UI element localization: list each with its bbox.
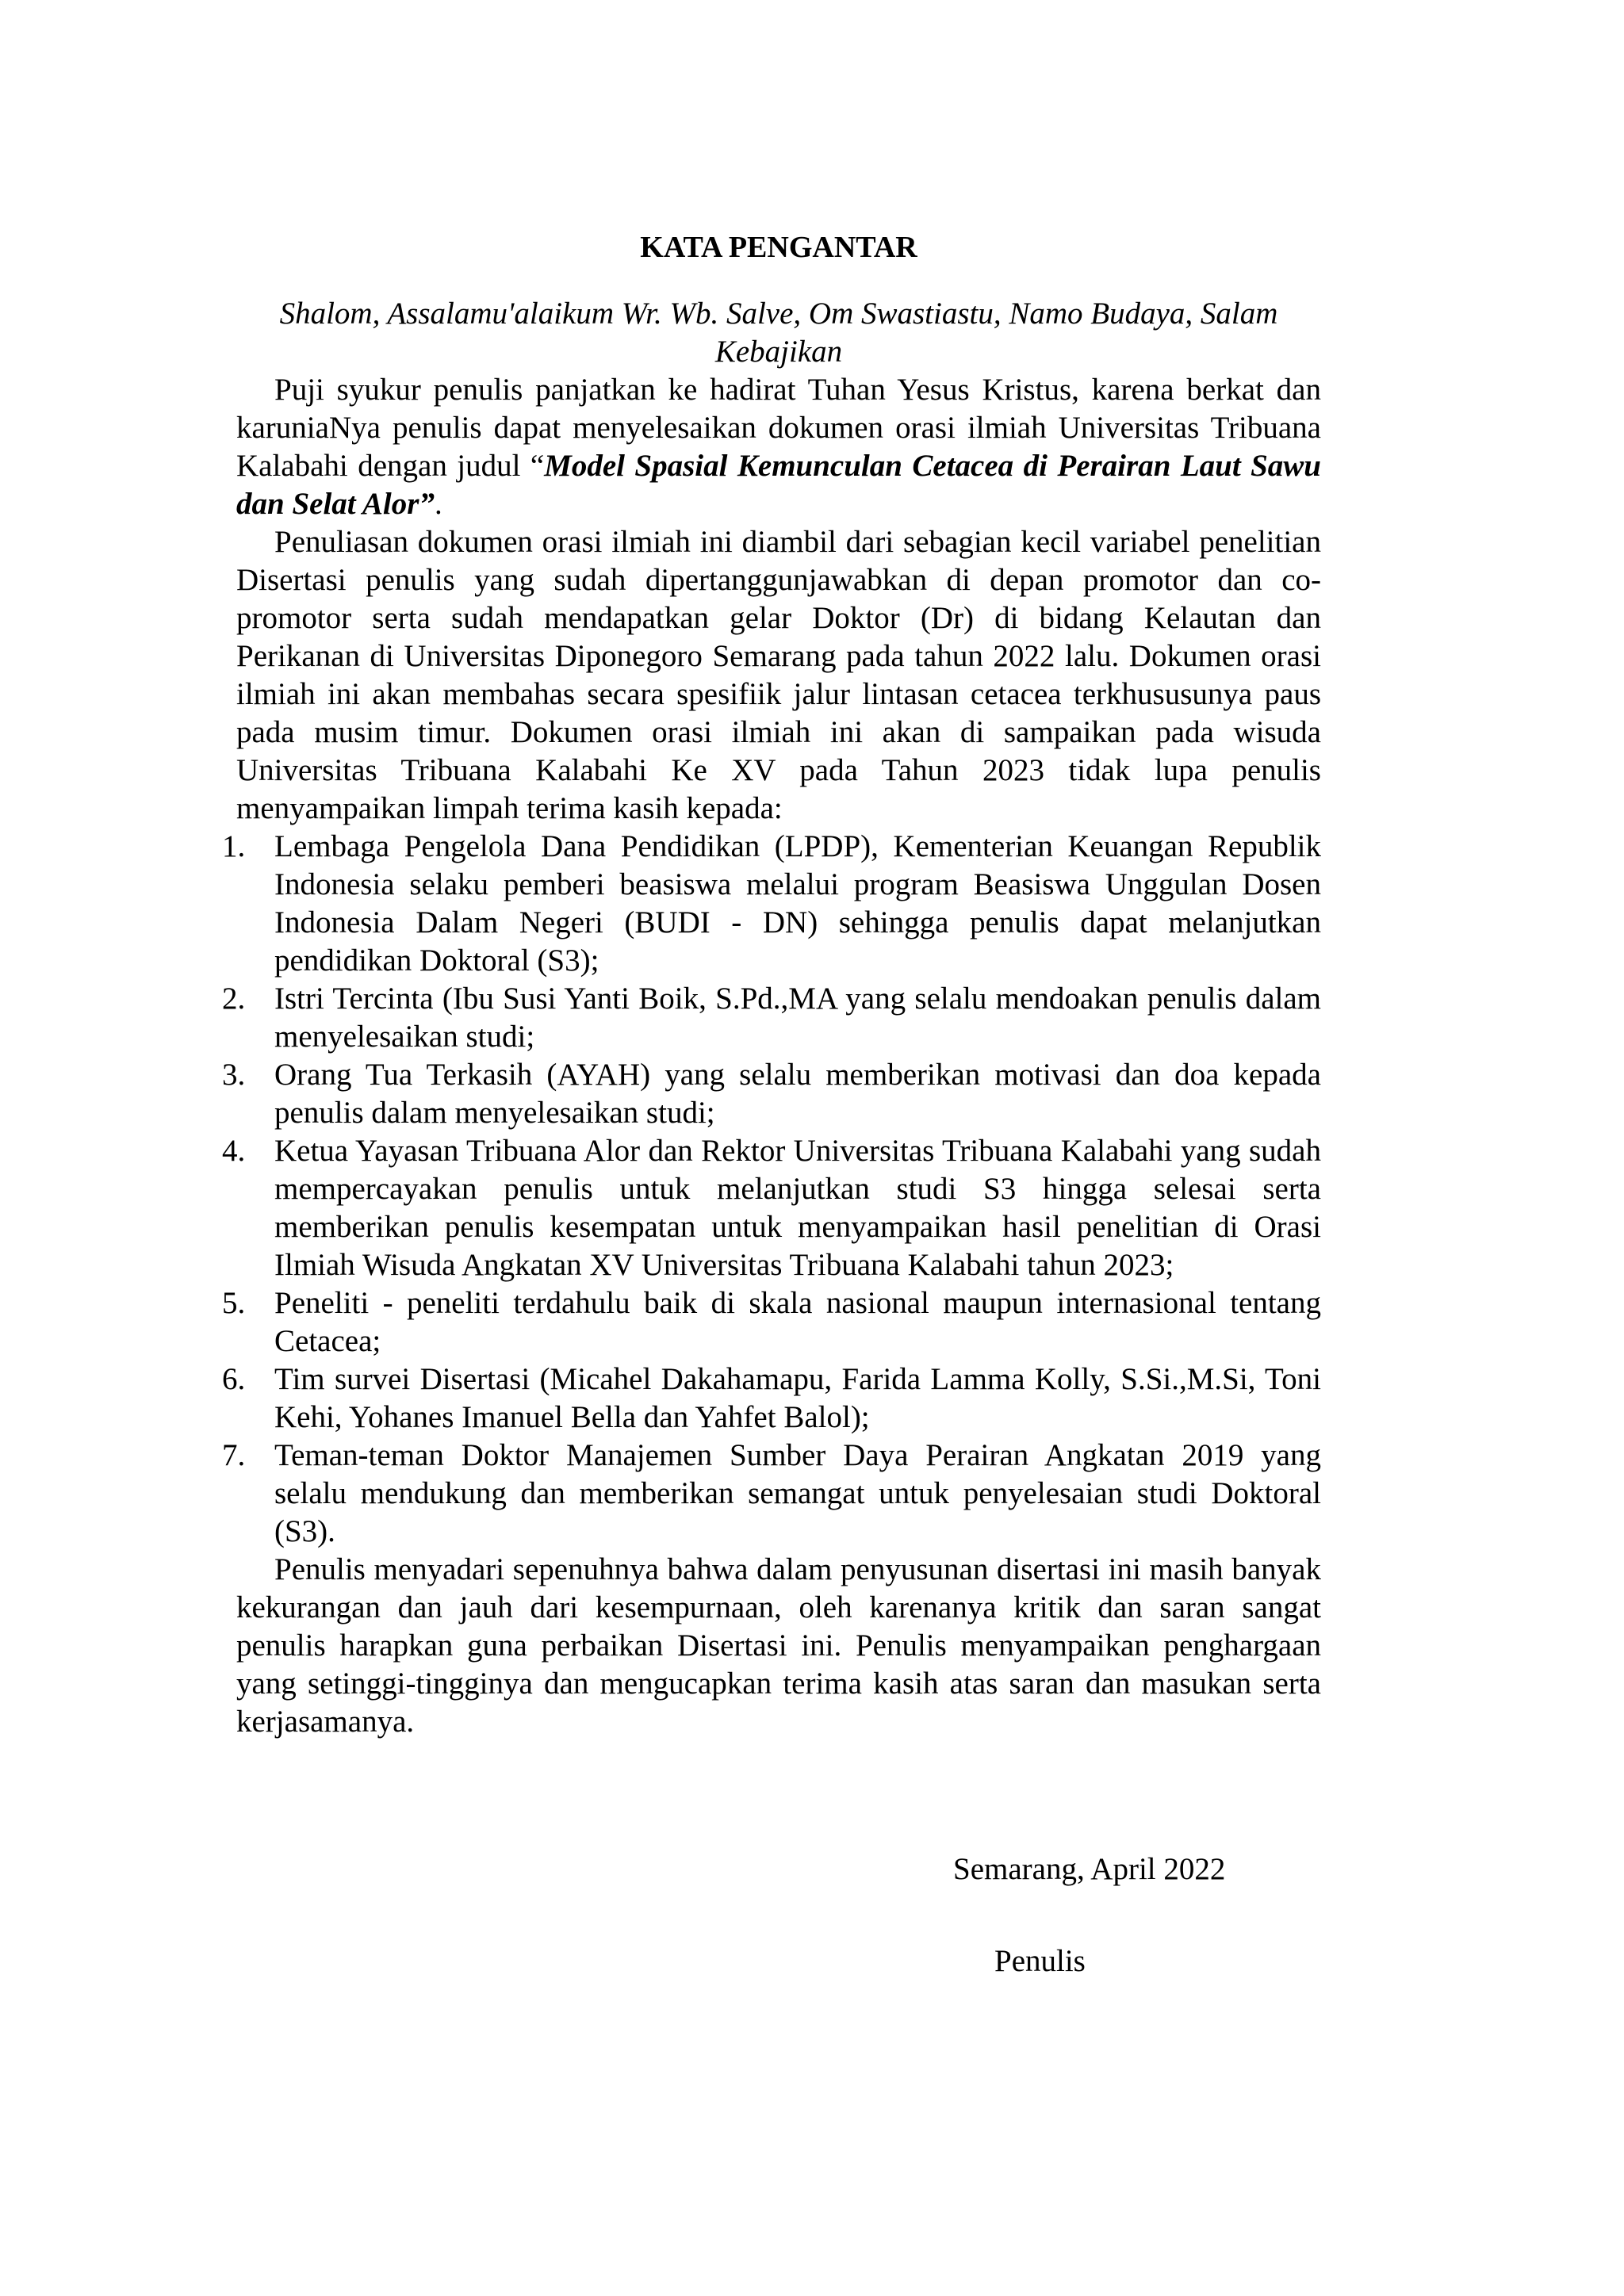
list-item-text: Istri Tercinta (Ibu Susi Yanti Boik, S.Pd.,MA yang selalu mendoakan penulis dalam menyelesaikan studi; — [274, 982, 1321, 1054]
list-item-number: 7. — [222, 1438, 246, 1472]
list-item-number: 1. — [222, 829, 246, 863]
oration-title: Model Spasial Kemunculan Cetacea di Perairan Laut Sawu dan Selat Alor” — [236, 449, 1321, 521]
list-item-text: Peneliti - peneliti terdahulu baik di skala nasional maupun internasional tentang Cetacea; — [274, 1286, 1321, 1358]
paragraph-intro-end: . — [434, 487, 442, 521]
signature-place-date: Semarang, April 2022 — [953, 1852, 1226, 1886]
list-item — [222, 1360, 1321, 1437]
list-item-text: Ketua Yayasan Tribuana Alor dan Rektor Universitas Tribuana Kalabahi yang sudah mempercayakan penulis untuk melanjutkan studi S3 hingga selesai serta memberikan penulis kesempatan untuk menyampaikan hasil penelitian di Orasi Ilmiah Wisuda Angkatan XV Universitas Tribuana Kalabahi tahun 2023; — [274, 1134, 1321, 1282]
list-item — [222, 828, 1321, 980]
list-item — [222, 980, 1321, 1056]
paragraph-intro — [236, 371, 1321, 523]
acknowledgement-list — [222, 828, 1321, 1551]
list-item-number: 2. — [222, 982, 246, 1016]
paragraph-description: Penuliasan dokumen orasi ilmiah ini diambil dari sebagian kecil variabel penelitian Disertasi penulis yang sudah dipertanggunjawabkan di depan promotor dan co-promotor serta sudah mendapatkan gelar Doktor (Dr) di bidang Kelautan dan Perikanan di Universitas Diponegoro Semarang pada tahun 2022 lalu. Dokumen orasi ilmiah ini akan membahas secara spesifiik jalur lintasan cetacea terkhususunya paus pada musim timur. Dokumen orasi ilmiah ini akan di sampaikan pada wisuda Universitas Tribuana Kalabahi Ke XV pada Tahun 2023 tidak lupa penulis menyampaikan limpah terima kasih kepada: — [236, 525, 1321, 825]
list-item-number: 6. — [222, 1362, 246, 1396]
paragraph-closing: Penulis menyadari sepenuhnya bahwa dalam penyusunan disertasi ini masih banyak kekurangan dan jauh dari kesempurnaan, oleh karenanya kritik dan saran sangat penulis harapkan guna perbaikan Disertasi ini. Penulis menyampaikan penghargaan yang setinggi-tingginya dan mengucapkan terima kasih atas saran dan masukan serta kerjasamanya. — [236, 1552, 1321, 1739]
page-title: KATA PENGANTAR — [640, 231, 917, 264]
document-page — [222, 228, 1321, 1978]
list-item-number: 3. — [222, 1058, 246, 1092]
list-item-text: Lembaga Pengelola Dana Pendidikan (LPDP), Kementerian Keuangan Republik Indonesia selaku pemberi beasiswa melalui program Beasiswa Unggulan Dosen Indonesia Dalam Negeri (BUDI - DN) sehingga penulis dapat melanjutkan pendidikan Doktoral (S3); — [274, 829, 1321, 978]
list-item — [222, 1437, 1321, 1551]
list-item — [222, 1056, 1321, 1132]
signature-name: Penulis — [994, 1944, 1086, 1978]
list-item-text: Tim survei Disertasi (Micahel Dakahamapu, Farida Lamma Kolly, S.Si.,M.Si, Toni Kehi, Yohanes Imanuel Bella dan Yahfet Balol); — [274, 1362, 1321, 1434]
list-item — [222, 1284, 1321, 1360]
list-item — [222, 1132, 1321, 1284]
list-item-text: Orang Tua Terkasih (AYAH) yang selalu memberikan motivasi dan doa kepada penulis dalam menyelesaikan studi; — [274, 1058, 1321, 1130]
list-item-number: 4. — [222, 1134, 246, 1168]
paragraph-intro-text: Puji syukur penulis panjatkan ke hadirat Tuhan Yesus Kristus, karena berkat dan karuniaNya penulis dapat menyelesaikan dokumen orasi ilmiah Universitas Tribuana Kalabahi dengan judul “ — [236, 373, 1321, 483]
list-item-number: 5. — [222, 1286, 246, 1320]
list-item-text: Teman-teman Doktor Manajemen Sumber Daya Perairan Angkatan 2019 yang selalu mendukung dan memberikan semangat untuk penyelesaian studi Doktoral (S3). — [274, 1438, 1321, 1548]
greeting: Shalom, Assalamu'alaikum Wr. Wb. Salve, Om Swastiastu, Namo Budaya, Salam Kebajikan — [279, 297, 1278, 369]
